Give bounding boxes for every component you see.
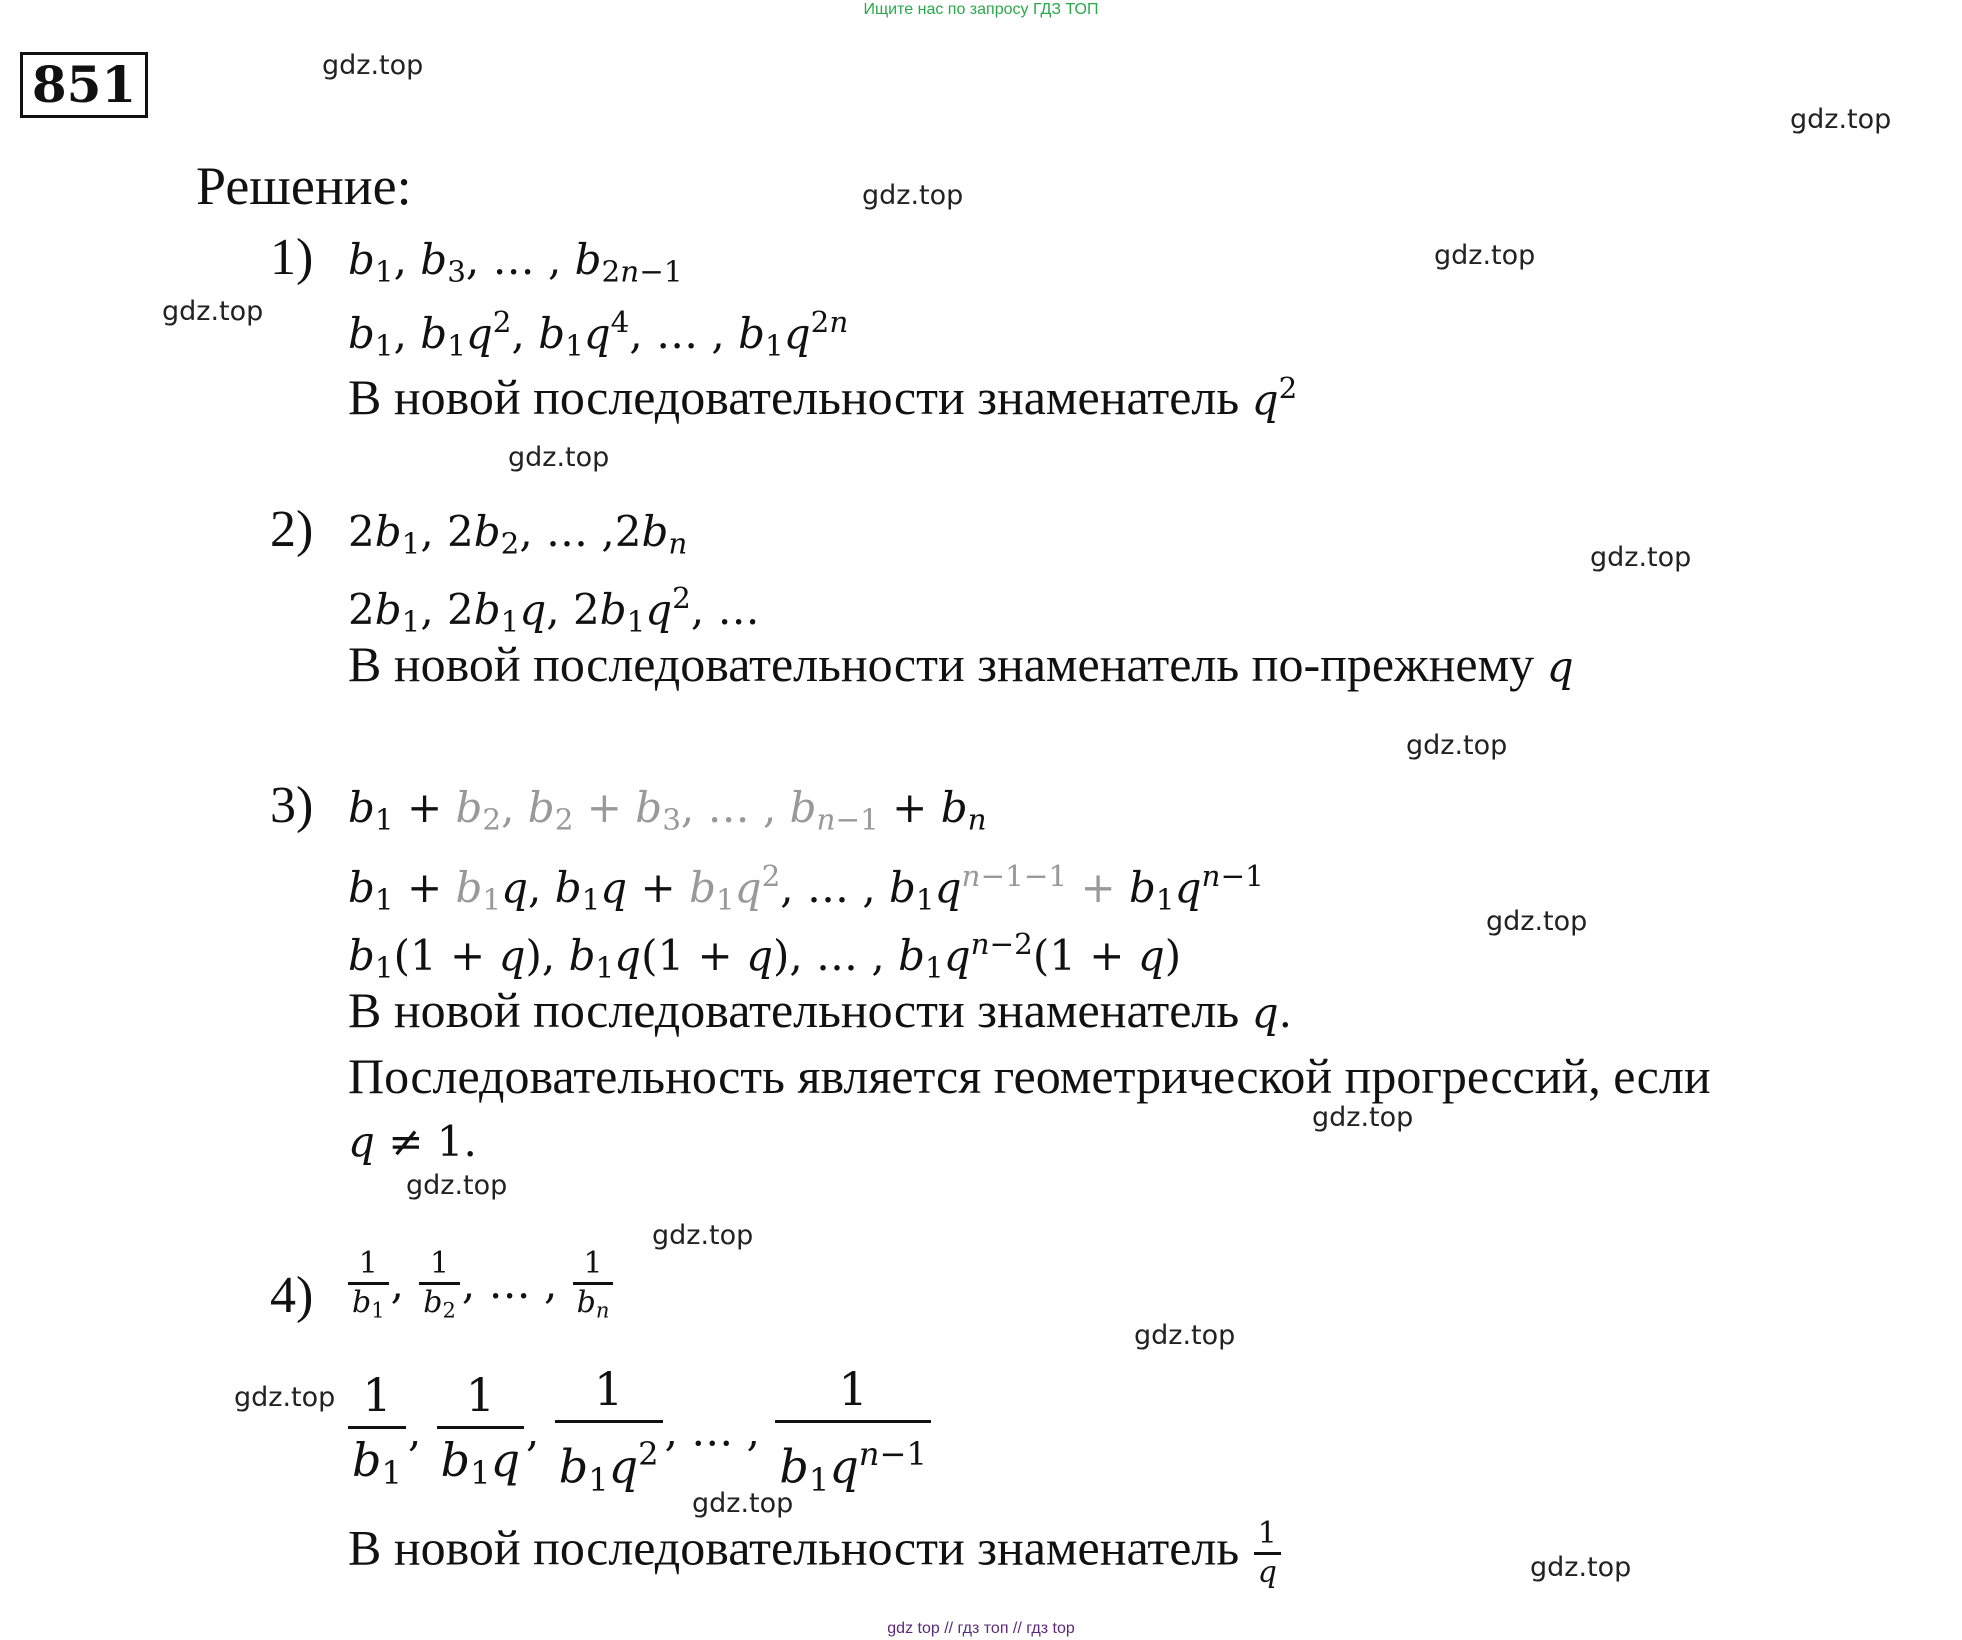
part-4-line-1: $\frac{1}{b_1}$ , $\frac{1}{b_2}$ , … , $\frac{1}{b_n}$: [346, 1246, 615, 1328]
part-4-conclusion-text: В новой последовательности знаменатель: [348, 1519, 1240, 1576]
fraction: $\frac{1}{b_1q^2}$: [555, 1358, 663, 1511]
watermark: gdz.top: [1790, 104, 1892, 135]
part-2-line-1: $2b_1$, $2b_2$, … $,2b_n$: [348, 507, 688, 561]
part-3-line-1: $b_1 + b_2$, $b_2 + b_3$, … , $b_{n-1} + b_n$: [348, 783, 987, 837]
watermark: gdz.top: [162, 296, 264, 327]
part-2-line-2: $2b_1$, $2b_1q$, $2b_1q^2$, …: [348, 581, 760, 639]
watermark: gdz.top: [1530, 1552, 1632, 1583]
part-3-line-2: $b_1 + b_1q$, $b_1q + b_1q^2$, … , $b_1q^{n-1-1} + b_1q^{n-1}$: [348, 859, 1264, 917]
watermark: gdz.top: [234, 1382, 336, 1413]
part-3-note-math: q ≠ 1.: [348, 1117, 477, 1166]
part-2-conclusion: [348, 634, 1574, 697]
fraction: $\frac{1}{b_2}$: [419, 1246, 460, 1328]
part-1-conclusion-math: $q^2$: [1251, 371, 1298, 425]
part-3-note: Последовательность является геометрической прогрессий, если: [348, 1048, 1711, 1104]
part-3-conclusion-math: q.: [1251, 988, 1292, 1037]
part-2-conclusion-math: q: [1546, 642, 1574, 691]
part-2-number: 2): [270, 501, 314, 558]
part-1-conclusion-text: В новой последовательности знаменатель: [348, 369, 1240, 426]
part-4-number: 4): [270, 1267, 314, 1324]
part-1-number: 1): [270, 229, 314, 286]
part-4-conclusion: [348, 1516, 1283, 1591]
watermark: gdz.top: [862, 180, 964, 211]
part-1-line-1: $b_1$, $b_3$, … , $b_{2n-1}$: [348, 235, 683, 289]
watermark: gdz.top: [1312, 1102, 1414, 1133]
part-1-line-2: $b_1$, $b_1q^2$, $b_1q^4$, … , $b_1q^{2n}$: [348, 305, 849, 363]
part-1-conclusion: [348, 358, 1297, 430]
part-3-conclusion-text: В новой последовательности знаменатель: [348, 982, 1240, 1038]
watermark: gdz.top: [692, 1488, 794, 1519]
fraction: $\frac{1}{b_1q^{n-1}}$: [775, 1358, 931, 1511]
fraction: $\frac{1}{b_1}$: [348, 1246, 389, 1328]
part-3-number: 3): [270, 777, 314, 834]
footer-links: gdz top // гдз топ // гдз top: [887, 1620, 1075, 1637]
top-banner: Ищите нас по запросу ГДЗ ТОП: [863, 1, 1099, 18]
watermark: gdz.top: [1434, 240, 1536, 271]
fraction: $\frac{1}{b_1q}$: [437, 1364, 524, 1504]
watermark: gdz.top: [1590, 542, 1692, 573]
part-3-line-3: $b_1(1 + q)$, $b_1q(1 + q)$, … , $b_1q^{n-2}(1 + q)$: [348, 927, 1182, 985]
watermark: gdz.top: [1486, 906, 1588, 937]
fraction: $\frac{1}{b_n}$: [573, 1246, 614, 1328]
watermark: gdz.top: [508, 442, 610, 473]
fraction: $\frac{1}{b_1}$: [348, 1364, 406, 1504]
watermark: gdz.top: [652, 1220, 754, 1251]
task-number: 851: [20, 52, 148, 118]
watermark: gdz.top: [1134, 1320, 1236, 1351]
part-4-conclusion-math: [1252, 1516, 1283, 1590]
watermark: gdz.top: [322, 50, 424, 81]
solution-heading: Решение:: [196, 156, 412, 216]
watermark: gdz.top: [406, 1170, 508, 1201]
part-3-conclusion: [348, 980, 1292, 1043]
watermark: gdz.top: [1406, 730, 1508, 761]
part-4-line-2: $\frac{1}{b_1}$ , $\frac{1}{b_1q}$ , $\frac{1}{b_1q^2}$ , … , $\frac{1}{b_1q^{n-1}}$: [346, 1358, 933, 1511]
fraction: $\frac{1}{q}$: [1254, 1516, 1281, 1591]
part-2-conclusion-text: В новой последовательности знаменатель по-прежнему: [348, 636, 1535, 692]
